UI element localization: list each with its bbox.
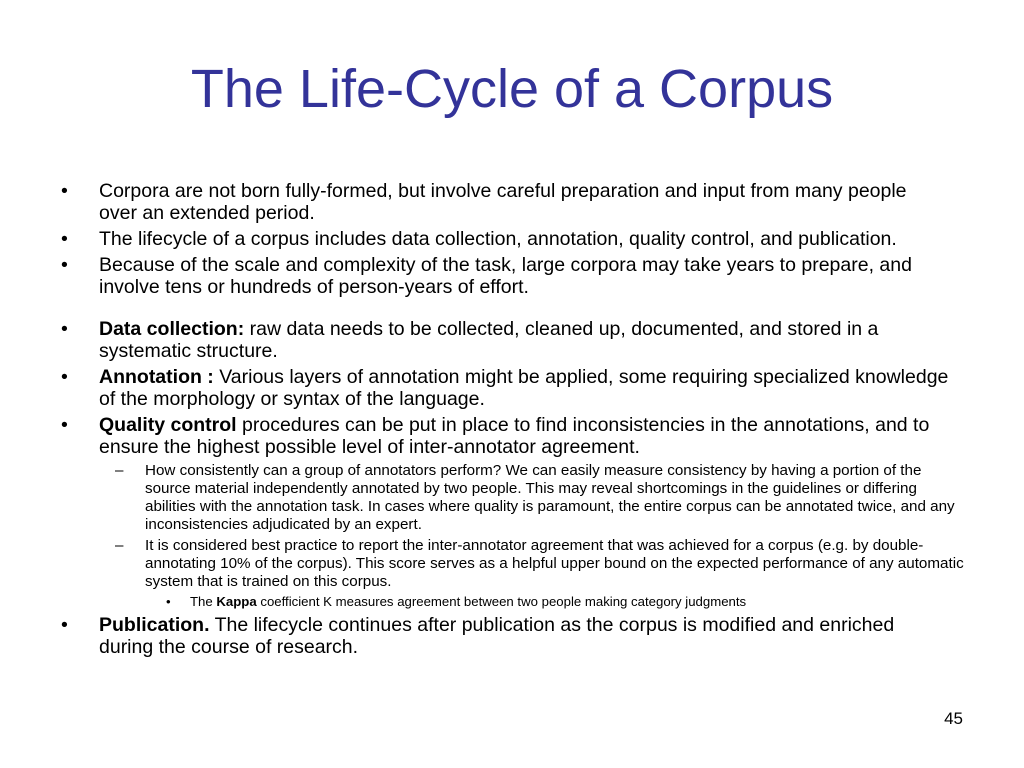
sub-bullet-text: It is considered best practice to report the inter-annotator agreement that was achieved for a corpus (e.g. by double-annotating 10% of the corpus). This score serves as a helpful upper bound on the expected performance of any automatic system that is trained on this corpus. — [145, 537, 964, 590]
page-number: 45 — [944, 709, 963, 728]
kappa-prefix: The — [190, 594, 217, 609]
bullet-data-collection — [99, 318, 949, 362]
bullet-scale-complexity — [99, 254, 949, 298]
slide-title: The Life-Cycle of a Corpus — [190, 59, 834, 119]
term-publication: Publication. — [99, 614, 210, 636]
bullet-text: The lifecycle of a corpus includes data collection, annotation, quality control, and publication. — [99, 228, 897, 250]
term-kappa: Kappa — [216, 594, 257, 609]
bullet-text: Corpora are not born fully-formed, but involve careful preparation and input from many people over an extended period. — [99, 180, 907, 224]
bullet-text: Because of the scale and complexity of the task, large corpora may take years to prepare, and involve tens or hundreds of person-years of effort. — [99, 254, 912, 298]
bullet-text: procedures can be put in place to find inconsistencies in the annotations, and to ensure the highest possible level of inter-annotator agreement. — [99, 414, 930, 458]
sub-bullet-best-practice — [145, 537, 965, 591]
bullet-annotation — [99, 366, 949, 410]
sub-bullet-consistency — [145, 462, 965, 534]
sub-bullet-text: How consistently can a group of annotators perform? We can easily measure consistency by having a portion of the source material independently annotated by two people. This may reveal shortcomings in the guidelines or differing abilities with the annotation task. In cases where quality is paramount, the entire corpus can be annotated twice, and any inconsistencies adjudicated by an expert. — [145, 462, 955, 533]
sub-sub-bullet-kappa — [190, 594, 960, 610]
kappa-text: coefficient K measures agreement between two people making category judgments — [256, 594, 747, 609]
bullet-quality-control — [99, 414, 949, 458]
bullet-lifecycle-includes — [99, 228, 949, 250]
term-data-collection: Data collection: — [99, 318, 245, 340]
bullet-text: raw data needs to be collected, cleaned up, documented, and stored in a systematic structure. — [99, 318, 879, 362]
bullet-text: Various layers of annotation might be applied, some requiring specialized knowledge of the morphology or syntax of the language. — [99, 366, 949, 410]
term-annotation: Annotation : — [99, 366, 214, 388]
slide-body — [0, 180, 1024, 662]
bullet-text: The lifecycle continues after publication as the corpus is modified and enriched during the course of research. — [99, 614, 895, 658]
term-quality-control: Quality control — [99, 414, 237, 436]
bullet-publication — [99, 614, 944, 658]
bullet-corpora-not-born — [99, 180, 949, 224]
